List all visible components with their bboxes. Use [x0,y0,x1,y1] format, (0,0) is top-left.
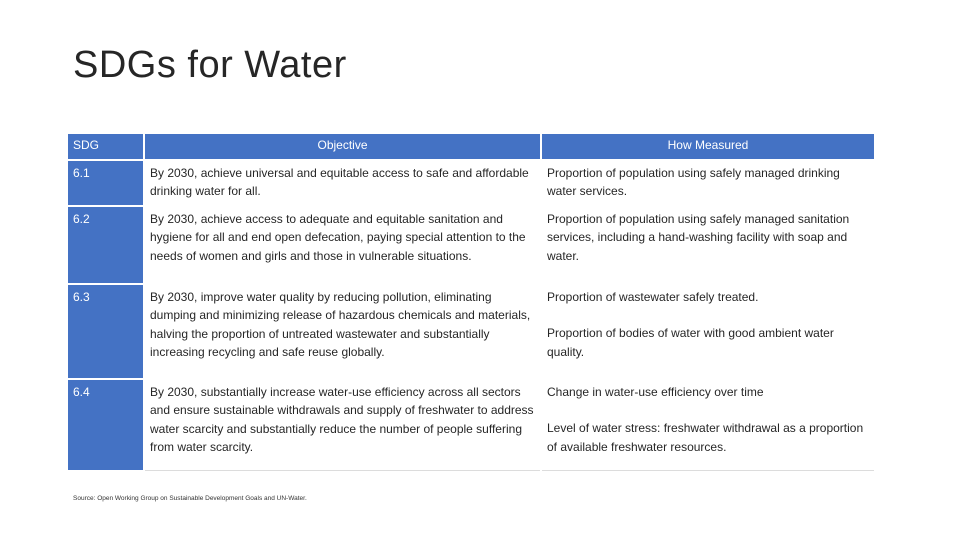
slide-title: SDGs for Water [73,44,347,86]
measured-cell [541,284,875,379]
measured-text: Level of water stress: freshwater withdrawal as a proportion of available freshwater resources. [547,421,864,454]
objective-text: By 2030, substantially increase water-use efficiency across all sectors and ensure sustainable withdrawals and supply of freshwater to address water scarcity and substantially reduce the number of people suffering from water scarcity. [144,379,541,471]
measured-text: Proportion of population using safely managed sanitation services, including a hand-washing facility with soap and water. [547,211,850,263]
table-row [67,206,875,284]
measured-cell [541,160,875,206]
header-objective: Objective [144,133,541,160]
measured-cell [541,379,875,471]
table-header-row [67,133,875,160]
sdg-number: 6.4 [67,379,144,471]
measured-cell [541,206,875,284]
objective-text: By 2030, improve water quality by reducing pollution, eliminating dumping and minimizing release of hazardous chemicals and materials, halving the proportion of untreated wastewater and substantially increasing recycling and safe reuse globally. [144,284,541,379]
table-row [67,160,875,206]
objective-text: By 2030, achieve universal and equitable access to safe and affordable drinking water for all. [144,160,541,206]
objective-text: By 2030, achieve access to adequate and equitable sanitation and hygiene for all and end open defecation, paying special attention to the needs of women and girls and those in vulnerable situations. [144,206,541,284]
sdg-number: 6.3 [67,284,144,379]
sdg-number: 6.1 [67,160,144,206]
sdg-number: 6.2 [67,206,144,284]
header-sdg: SDG [67,133,144,160]
header-how-measured: How Measured [541,133,875,160]
table-row [67,284,875,379]
source-note: Source: Open Working Group on Sustainable Development Goals and UN-Water. [73,495,307,502]
table-row [67,379,875,471]
measured-text: Change in water-use efficiency over time [547,384,764,399]
measured-text: Proportion of wastewater safely treated. [547,289,759,304]
measured-text: Proportion of population using safely managed drinking water services. [547,165,840,198]
sdg-table [66,132,876,472]
measured-text: Proportion of bodies of water with good ambient water quality. [547,326,834,359]
